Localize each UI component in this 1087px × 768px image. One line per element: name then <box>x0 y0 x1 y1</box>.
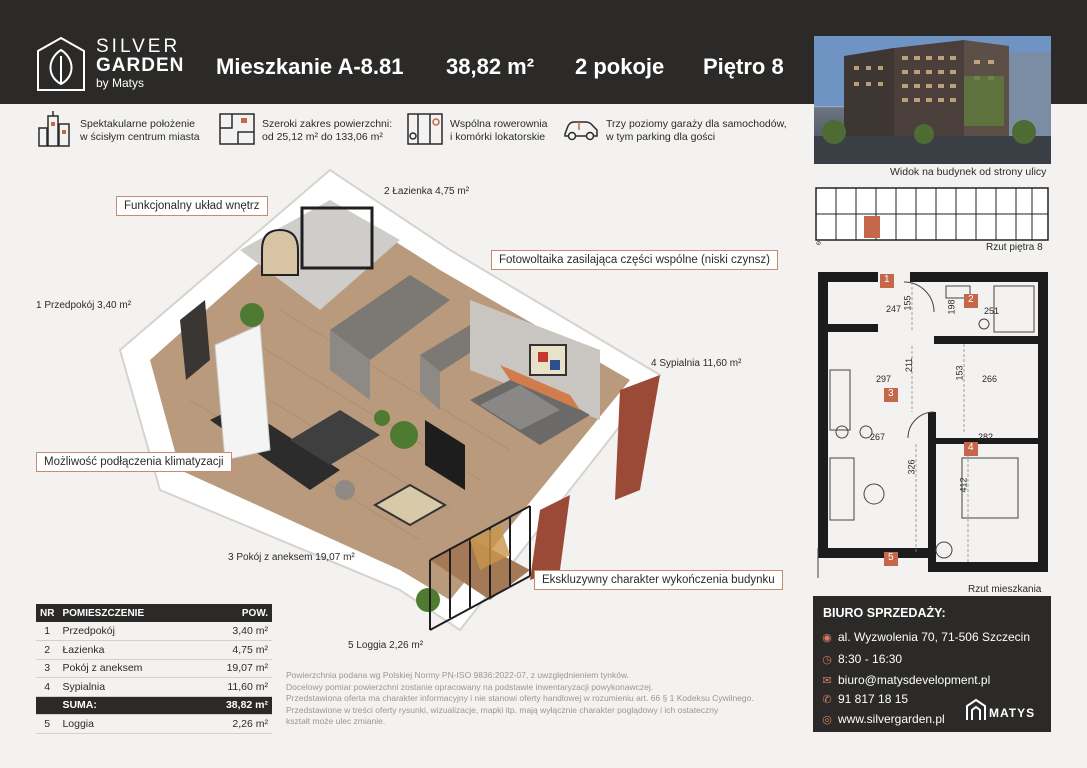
label-living-room: 3 Pokój z aneksem 19,07 m² <box>228 552 355 563</box>
feature-storage-line2: i komórki lokatorskie <box>450 131 546 143</box>
row-area: 3,40 m² <box>196 622 272 641</box>
sales-email-row <box>821 673 990 687</box>
sales-phone[interactable]: 91 817 18 15 <box>838 692 909 706</box>
table-row <box>36 622 272 641</box>
building-photo <box>814 36 1051 164</box>
row-area: 4,75 m² <box>196 641 272 660</box>
sales-phone-row <box>821 692 908 706</box>
row-room: Loggia <box>58 715 195 734</box>
dimension-label: 267 <box>870 432 886 442</box>
disclaimer-line: kształt może ulec zmianie. <box>286 716 386 726</box>
matys-logo-icon <box>965 698 987 722</box>
sales-hours-row <box>821 652 902 666</box>
apartment-number: Mieszkanie A-8.81 <box>216 54 404 79</box>
photo-caption: Widok na budynek od strony ulicy <box>890 166 1047 178</box>
apartment-area: 38,82 m² <box>446 54 535 79</box>
room-number-2: 2 <box>968 294 974 305</box>
feature-location-line1: Spektakularne położenie <box>80 118 195 130</box>
silver-garden-logo-icon <box>36 36 86 92</box>
location-pin-icon: ◉ <box>822 631 832 644</box>
globe-icon: ◎ <box>822 713 832 726</box>
sum-area: 38,82 m² <box>196 696 272 715</box>
feature-location <box>36 110 216 160</box>
feature-areas-line1: Szeroki zakres powierzchni: <box>262 118 393 130</box>
sales-web[interactable]: www.silvergarden.pl <box>838 712 945 726</box>
clock-icon: ◷ <box>822 653 832 666</box>
row-room: Pokój z aneksem <box>58 659 195 678</box>
room-number-4: 4 <box>968 442 974 453</box>
feature-storage-line1: Wspólna rowerownia <box>450 118 548 130</box>
room-number-1: 1 <box>884 274 890 285</box>
sales-address: al. Wyzwolenia 70, 71-506 Szczecin <box>838 630 1030 644</box>
col-nr: NR <box>36 604 58 622</box>
sales-email[interactable]: biuro@matysdevelopment.pl <box>838 673 991 687</box>
dimension-label: 155 <box>902 295 913 311</box>
apartment-floor: Piętro 8 <box>703 54 784 79</box>
label-hall: 1 Przedpokój 3,40 m² <box>36 300 132 311</box>
row-room: Łazienka <box>58 641 195 660</box>
row-nr: 1 <box>36 622 58 641</box>
sum-label: SUMA: <box>58 696 195 715</box>
rooms-table <box>36 604 272 734</box>
dimension-label: 198 <box>946 299 957 315</box>
row-nr: 3 <box>36 659 58 678</box>
unit-plan-labels <box>816 262 1052 582</box>
dimension-label: 297 <box>876 374 892 384</box>
matys-logo-text: MATYS <box>989 706 1036 720</box>
apartment-rooms: 2 pokoje <box>575 54 665 79</box>
dimension-label: 282 <box>978 432 994 442</box>
sales-title: BIURO SPRZEDAŻY: <box>823 606 946 620</box>
disclaimer-line: Powierzchnia podana wg Polskiej Normy PN-ISO 9836:2022-07, z uwzględnieniem tynków. <box>286 670 630 680</box>
sales-web-row <box>821 712 945 726</box>
sales-address-row <box>821 630 1030 644</box>
sales-hours: 8:30 - 16:30 <box>838 652 903 666</box>
disclaimer-line: Przedstawione w treści oferty rysunki, wizualizacje, mapki itp. mają wyłącznie charakter poglądowy i ich ostateczny <box>286 704 719 715</box>
callout-layout: Funkcjonalny układ wnętrz <box>116 196 268 216</box>
feature-storage <box>406 110 556 160</box>
callout-finish: Ekskluzywny charakter wykończenia budynku <box>534 570 783 590</box>
label-bathroom: 2 Łazienka 4,75 m² <box>384 186 470 197</box>
floor-plan-mini <box>812 184 1052 246</box>
label-loggia: 5 Loggia 2,26 m² <box>348 640 424 651</box>
bike-storage-icon <box>406 110 444 148</box>
feature-garage <box>562 110 792 160</box>
disclaimer-line: Docelowy pomiar powierzchni zostanie opracowany na podstawie inwentaryzacji powykonawczej. <box>286 681 654 692</box>
row-area: 2,26 m² <box>196 715 272 734</box>
row-nr: 2 <box>36 641 58 660</box>
dimension-label: 153 <box>954 365 965 381</box>
dimension-label: 326 <box>906 459 917 475</box>
disclaimer <box>286 670 776 728</box>
dimension-label: 266 <box>982 374 998 384</box>
row-room: Przedpokój <box>58 622 195 641</box>
callout-photovoltaics: Fotowoltaika zasilająca części wspólne (niski czynsz) <box>491 250 778 270</box>
row-room: Sypialnia <box>58 678 195 697</box>
table-sum-row <box>36 696 272 715</box>
feature-location-line2: w ścisłym centrum miasta <box>80 131 200 143</box>
col-room: POMIESZCZENIE <box>58 604 195 622</box>
label-bedroom: 4 Sypialnia 11,60 m² <box>651 358 742 369</box>
row-nr: 5 <box>36 715 58 734</box>
floor-plan-caption: Rzut piętra 8 <box>986 242 1043 253</box>
table-row <box>36 678 272 697</box>
row-area: 19,07 m² <box>196 659 272 678</box>
feature-areas-line2: od 25,12 m² do 133,06 m² <box>262 131 383 143</box>
dimension-label: 247 <box>886 304 902 314</box>
table-header-row <box>36 604 272 622</box>
city-buildings-icon <box>36 110 74 148</box>
dimension-label: 211 <box>904 357 915 373</box>
table-row <box>36 715 272 734</box>
room-number-5: 5 <box>888 552 894 563</box>
dimension-label: 251 <box>984 306 1000 316</box>
table-row <box>36 641 272 660</box>
callout-air-conditioning: Możliwość podłączenia klimatyzacji <box>36 452 232 472</box>
matys-logo <box>965 698 1045 724</box>
svg-text:⊘: ⊘ <box>816 241 822 246</box>
table-row <box>36 659 272 678</box>
room-number-3: 3 <box>888 388 894 399</box>
car-icon <box>562 110 600 148</box>
brand-line1: SILVER <box>96 36 181 57</box>
col-area: POW. <box>196 604 272 622</box>
feature-areas <box>218 110 408 160</box>
brand-line2: GARDEN <box>96 55 185 76</box>
feature-garage-line2: w tym parking dla gości <box>606 131 716 143</box>
sales-office-panel <box>813 596 1051 732</box>
unit-plan-caption: Rzut mieszkania <box>968 584 1042 595</box>
disclaimer-line: Przedstawiona oferta ma charakter informacyjny i nie stanowi oferty handlowej w rozumieniu art. 66 § 1 Kodeksu Cywilnego. <box>286 693 754 703</box>
floor-plan-icon <box>218 110 256 148</box>
dimension-label: 412 <box>958 477 969 493</box>
phone-icon: ✆ <box>822 693 832 706</box>
brand-line3: by Matys <box>96 76 145 90</box>
feature-garage-line1: Trzy poziomy garaży dla samochodów, <box>606 118 787 130</box>
mail-icon: ✉ <box>822 674 832 687</box>
row-nr: 4 <box>36 678 58 697</box>
brand-wordmark <box>96 38 184 90</box>
row-area: 11,60 m² <box>196 678 272 697</box>
